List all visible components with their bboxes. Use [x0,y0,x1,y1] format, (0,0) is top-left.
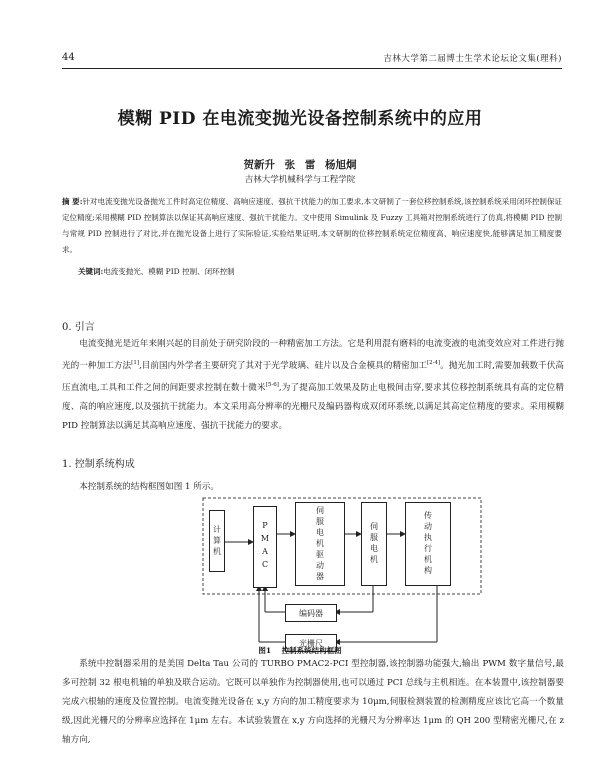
controller-paragraph: 系统中控制器采用的是美国 Delta Tau 公司的 TURBO PMAC2-PCI 型控制器,该控制器功能强大,输出 PWM 数字量信号,最多可控制 32 根电机轴的单独及联合运动。它既可以单独作为控制器使用,也可以通过 PCI 总线与主机相连。在本装置中,该控制器要完成六根轴的速度及位置控制。电流变抛光设备在 x,y 方向的加工精度要求为 10μm,伺服检测装置的检测精度应该比它高一个数量级,因此光栅尺的分辨率应选择在 1μm 左右。本试验装置在 x,y 方向选择的光栅尺为分辨率达 1μm 的 QH 200 型精密光栅尺,在 z 轴方向, [62,659,564,745]
keywords-text: 电流变抛光、模糊 PID 控制、闭环控制 [103,267,235,276]
keywords [78,266,558,277]
servo-motor-block: 伺服电机 [361,502,387,586]
running-header [62,52,562,69]
abstract [62,194,562,258]
computer-block: 计算机 [209,510,225,572]
intro-paragraph: 电流变抛光是近年来刚兴起的目前处于研究阶段的一种精密加工方法。它是利用混有磨料的电流变液的电流变效应对工件进行抛光的一种加工方法[1],目前国内外学者主要研究了其对于光学玻璃、硅片以及合金模具的精密加工[2-4]。抛光加工时,需要加载数千伏高压直流电,工具和工件之间的间距要求控制在数十微米[5-6],为了提高加工效果及防止电极间击穿,要求其位移控制系统具有高的定位精度、高的响应速度,以及强抗干扰能力。本文采用高分辨率的光栅尺及编码器构成双闭环系统,以满足其高定位精度的要求。采用模糊 PID 控制算法以满足其高响应速度、强抗干扰能力的要求。 [62,339,565,431]
system-intro-paragraph: 本控制系统的结构框图如图 1 所示。 [79,482,220,492]
servo-driver-block: 伺服电机驱动器 [295,502,345,586]
affiliation: 吉林大学机械科学与工程学院 [244,175,356,185]
figure-caption: 图1 控制系统结构框图 [258,646,342,655]
pmac-block: PMAC [253,506,277,588]
grating-block: 光栅尺 [285,634,337,652]
block-diagram [175,494,485,652]
encoder-block: 编码器 [285,604,337,622]
author-list: 贺新升 张 雷 杨旭炯 [243,159,357,171]
section-heading-intro: 0. 引言 [62,322,95,333]
journal-name: 吉林大学第二届博士生学术论坛论文集(理科) [383,54,562,64]
section-heading-system: 1. 控制系统构成 [62,459,135,470]
keywords-label: 关键词: [78,267,104,276]
abstract-label: 摘 要: [62,197,83,206]
paper-title: 模糊 PID 在电流变抛光设备控制系统中的应用 [117,109,483,129]
page-number: 44 [62,52,75,63]
actuator-block: 传动执行机构 [405,502,451,586]
abstract-text: 针对电流变抛光设备抛光工件时高定位精度、高响应速度、强抗干扰能力的加工要求,本文研制了一套位移控制系统,该控制系统采用闭环控制保证定位精度;采用模糊 PID 控制算法以保证其高响应速度、强抗干扰能力。文中使用 Simulink 及 Fuzzy 工具箱对控制系统进行了仿真,将模糊 PID 控制与常规 PID 控制进行了对比,并在抛光设备上进行了实际验证,实验结果证明,本文研制的位移控制系统定位精度高、响应速度快,能够满足加工精度要求。 [62,197,562,254]
